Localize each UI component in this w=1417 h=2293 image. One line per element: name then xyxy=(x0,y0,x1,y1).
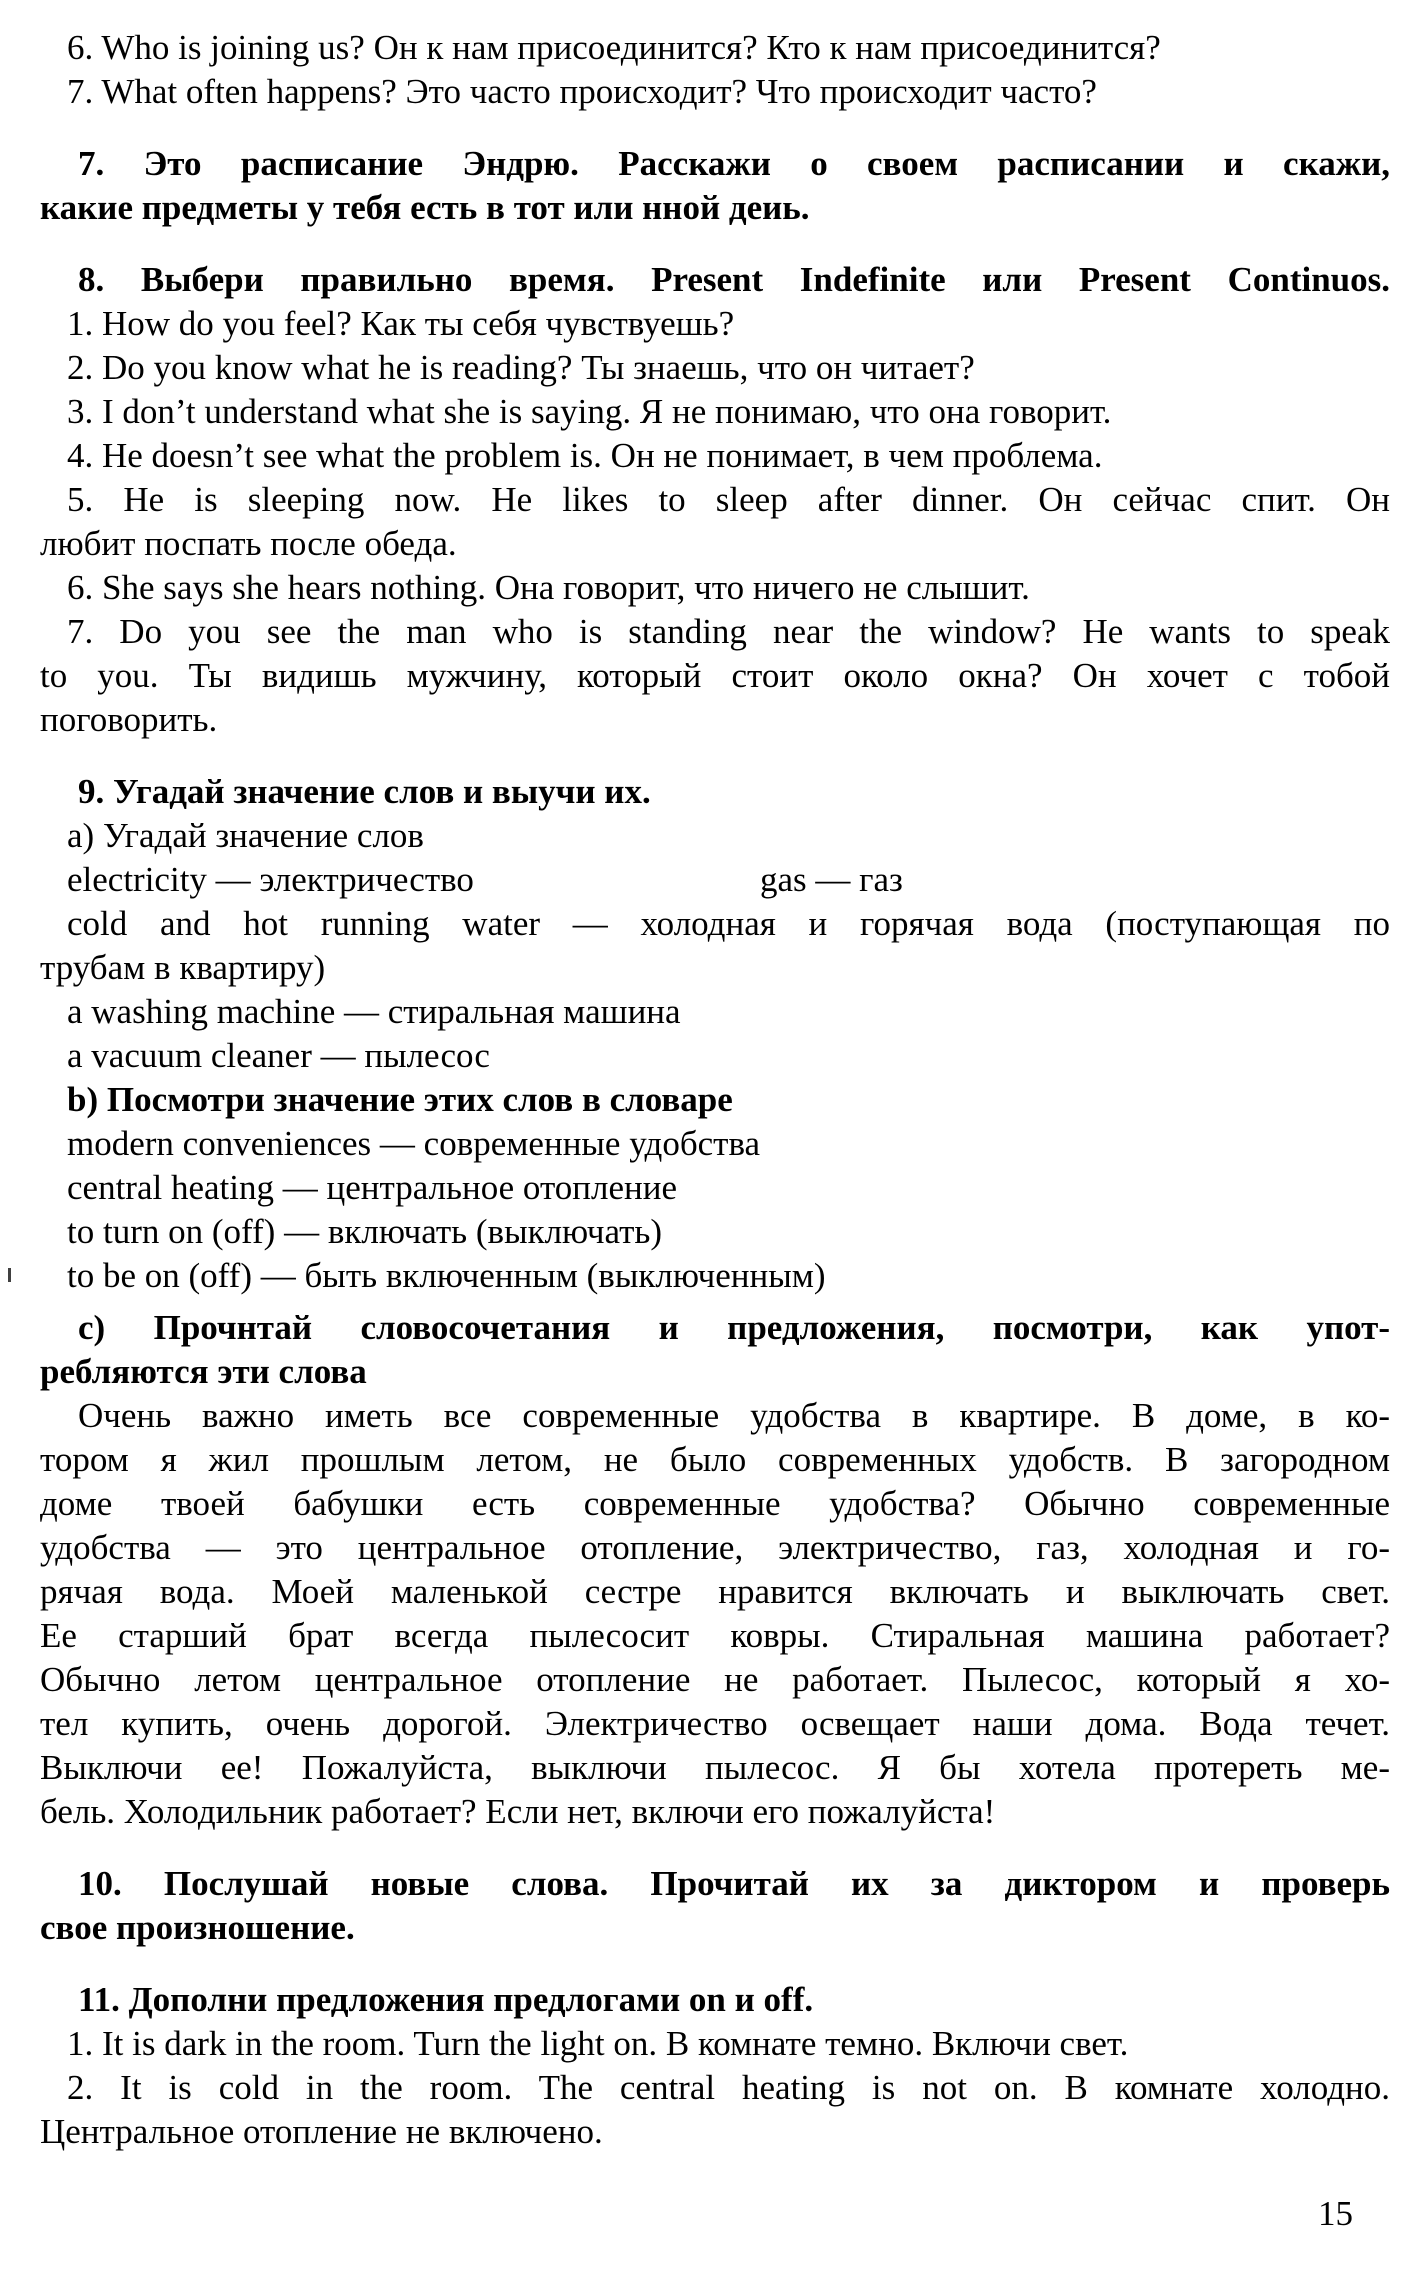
reading-text-line: тел купить, очень дорогой. Электричество освещает наши дома. Вода течет. xyxy=(40,1704,1390,1743)
exercise-9-part-c-heading-line-2: ребляются эти слова xyxy=(40,1352,367,1391)
exercise-8-item-3: 3. I don’t understand what she is saying. Я не понимаю, что она говорит. xyxy=(67,392,1112,431)
vocab-to-be-on-off xyxy=(40,1254,1390,1298)
exercise-11-item-2-line-2: Центральное отопление не включено. xyxy=(40,2112,603,2151)
exercise-8-item-5-line-2: любит поспать после обеда. xyxy=(40,524,457,563)
reading-text-line: Очень важно иметь все современные удобства в квартире. В доме, в ко- xyxy=(78,1396,1390,1435)
exercise-8-item-1: 1. How do you feel? Как ты себя чувствуешь? xyxy=(67,304,735,343)
exercise-8-item-4: 4. He doesn’t see what the problem is. Он не понимает, в чем проблема. xyxy=(67,436,1103,475)
warmup-item-6: 6. Who is joining us? Он к нам присоединится? Кто к нам присоединится? xyxy=(67,28,1161,67)
vocab-to-be-on-off-text: to be on (off) — быть включенным (выключенным) xyxy=(67,1256,826,1295)
exercise-8-item-2: 2. Do you know what he is reading? Ты знаешь, что он читает? xyxy=(67,348,975,387)
exercise-8-item-7-line-1: 7. Do you see the man who is standing near the window? He wants to speak xyxy=(67,612,1390,651)
exercise-11-heading: 11. Дополни предложения предлогами on и off. xyxy=(78,1980,814,2019)
reading-text-line: тором я жил прошлым летом, не было современных удобств. В загородном xyxy=(40,1440,1390,1479)
exercise-7-heading-line-2: какие предметы у тебя есть в тот или нной деиь. xyxy=(40,188,810,227)
exercise-7-heading-line-1: 7. Это расписание Эндрю. Расскажи о своем расписании и скажи, xyxy=(78,144,1390,183)
vocab-vacuum-cleaner: a vacuum cleaner — пылесос xyxy=(67,1036,490,1075)
vocab-electricity: electricity — электричество xyxy=(67,860,474,899)
vocab-washing-machine: a washing machine — стиральная машина xyxy=(67,992,681,1031)
exercise-10-heading-line-2: свое произношение. xyxy=(40,1908,355,1947)
exercise-9-heading: 9. Угадай значение слов и выучи их. xyxy=(78,772,651,811)
vocab-electricity-gas-row xyxy=(40,858,1390,902)
reading-text-line: бель. Холодильник работает? Если нет, включи его пожалуйста! xyxy=(40,1792,996,1831)
exercise-8-heading: 8. Выбери правильно время. Present Indefinite или Present Continuos. xyxy=(78,260,1390,299)
page-content xyxy=(40,26,1390,2154)
vocab-modern-conveniences: modern conveniences — современные удобства xyxy=(67,1124,761,1163)
reading-text-line: Ее старший брат всегда пылесосит ковры. Стиральная машина работает? xyxy=(40,1616,1390,1655)
vocab-running-water-line-2: трубам в квартиру) xyxy=(40,948,326,987)
exercise-8-item-7-line-2: to you. Ты видишь мужчину, который стоит около окна? Он хочет с тобой xyxy=(40,656,1390,695)
exercise-9-part-c-heading-line-1: c) Прочнтай словосочетания и предложения, посмотри, как упот- xyxy=(78,1308,1390,1347)
warmup-item-7: 7. What often happens? Это часто происходит? Что происходит часто? xyxy=(67,72,1097,111)
exercise-11-item-2-line-1: 2. It is cold in the room. The central heating is not on. В комнате холодно. xyxy=(67,2068,1390,2107)
page-number: 15 xyxy=(1318,2194,1353,2233)
exercise-8-item-6: 6. She says she hears nothing. Она говорит, что ничего не слышит. xyxy=(67,568,1030,607)
vocab-running-water-line-1: cold and hot running water — холодная и горячая вода (поступающая по xyxy=(67,904,1390,943)
reading-text-line: доме твоей бабушки есть современные удобства? Обычно современные xyxy=(40,1484,1390,1523)
reading-text-line: удобства — это центральное отопление, электричество, газ, холодная и го- xyxy=(40,1528,1390,1567)
exercise-9-part-a-heading: a) Угадай значение слов xyxy=(67,816,424,855)
exercise-10-heading-line-1: 10. Послушай новые слова. Прочитай их за диктором и проверь xyxy=(78,1864,1390,1903)
reading-text-line: Обычно летом центральное отопление не работает. Пылесос, который я хо- xyxy=(40,1660,1390,1699)
exercise-9-part-b-heading: b) Посмотри значение этих слов в словаре xyxy=(67,1080,733,1119)
exercise-8-item-7-line-3: поговорить. xyxy=(40,700,218,739)
exercise-11-item-1: 1. It is dark in the room. Turn the light on. В комнате темно. Включи свет. xyxy=(67,2024,1129,2063)
vocab-central-heating: central heating — центральное отопление xyxy=(67,1168,678,1207)
reading-text-line: Выключи ее! Пожалуйста, выключи пылесос. Я бы хотела протереть ме- xyxy=(40,1748,1390,1787)
vocab-to-turn-on-off: to turn on (off) — включать (выключать) xyxy=(67,1212,663,1251)
exercise-8-item-5-line-1: 5. He is sleeping now. He likes to sleep after dinner. Он сейчас спит. Он xyxy=(67,480,1390,519)
vocab-gas: gas — газ xyxy=(760,860,903,899)
reading-text-line: рячая вода. Моей маленькой сестре нравится включать и выключать свет. xyxy=(40,1572,1390,1611)
scan-artifact-mark xyxy=(8,1268,11,1282)
